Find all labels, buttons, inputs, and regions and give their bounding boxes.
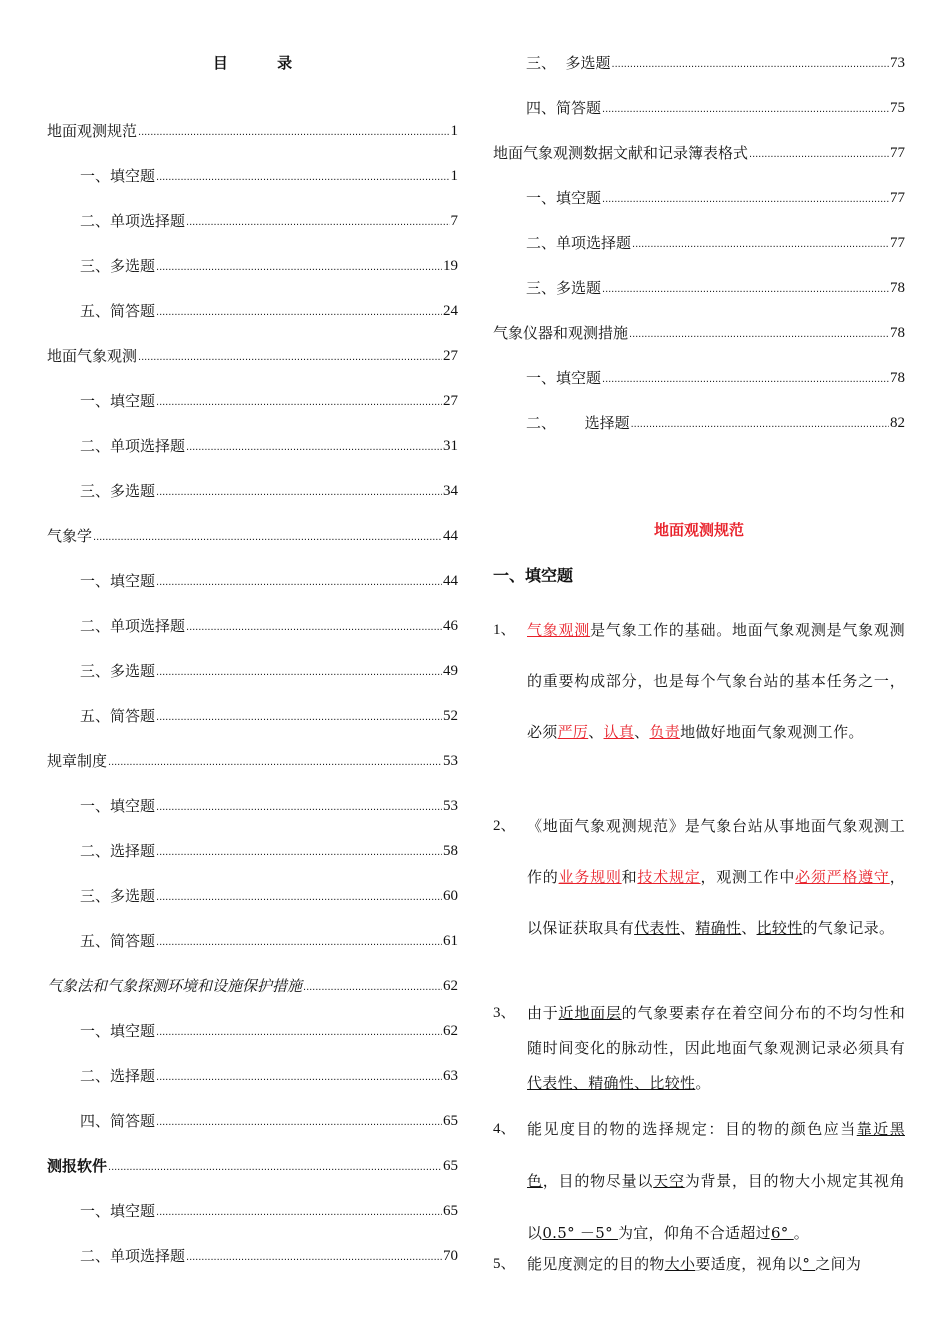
answer-blank: 大小	[664, 1255, 696, 1273]
question-number: 4、	[493, 1121, 516, 1137]
text-span: 为背景，目的物大小规定其视角以	[527, 1172, 906, 1242]
toc-entry[interactable]	[80, 301, 458, 321]
answer-blank: 气象观测	[527, 621, 591, 639]
toc-entry-label: 四、简答题	[526, 99, 602, 117]
text-span: 是气象工作的基础。地面气象观测是气象观测的重要构成部分，也是每个气象台站的基本任务之一，必须	[527, 621, 905, 741]
text-span: 由于	[527, 1004, 559, 1022]
toc-entry-page: 77	[890, 145, 905, 161]
toc-entry[interactable]	[47, 121, 458, 141]
question-number: 1、	[493, 622, 516, 638]
toc-leader-dots	[156, 844, 442, 861]
toc-entry-page: 58	[443, 843, 458, 859]
toc-leader-dots	[156, 1204, 442, 1221]
toc-leader-dots	[156, 709, 442, 726]
toc-entry-label: 三、多选题	[80, 662, 156, 680]
text-span: ，目的物尽量以	[542, 1172, 654, 1190]
toc-leader-dots	[186, 1249, 442, 1266]
text-span: 能见度测定的目的物	[527, 1255, 665, 1273]
toc-entry[interactable]	[47, 346, 458, 366]
text-span: 。	[793, 1224, 809, 1242]
text-span: 。	[695, 1074, 711, 1092]
toc-entry-page: 19	[443, 258, 458, 274]
toc-entry[interactable]	[526, 413, 905, 433]
toc-entry-page: 1	[450, 168, 458, 184]
answer-blank: 精确性	[695, 919, 742, 937]
question-number: 5、	[493, 1256, 516, 1272]
toc-entry-label: 一、填空题	[80, 392, 156, 410]
question-text	[527, 801, 905, 954]
toc-entry-page: 65	[443, 1113, 458, 1129]
toc-leader-dots	[156, 304, 442, 321]
question-text	[527, 996, 905, 1101]
toc-entry[interactable]	[526, 278, 905, 298]
toc-entry-page: 63	[443, 1068, 458, 1084]
toc-entry[interactable]	[80, 931, 458, 951]
toc-entry-label: 二、单项选择题	[526, 234, 632, 252]
toc-entry-page: 27	[443, 348, 458, 364]
toc-entry[interactable]	[526, 368, 905, 388]
toc-entry[interactable]	[80, 661, 458, 681]
toc-entry[interactable]	[526, 98, 905, 118]
toc-entry[interactable]	[80, 1021, 458, 1041]
toc-entry-page: 77	[890, 235, 905, 251]
toc-entry[interactable]	[80, 886, 458, 906]
answer-blank: 天空	[653, 1172, 685, 1190]
toc-entry-page: 24	[443, 303, 458, 319]
text-span: 、	[741, 919, 757, 937]
toc-leader-dots	[303, 979, 442, 996]
text-span: 地做好地面气象观测工作。	[680, 723, 864, 741]
toc-leader-dots	[156, 1024, 442, 1041]
toc-entry-page: 78	[890, 280, 905, 296]
toc-entry-page: 78	[890, 325, 905, 341]
answer-blank: 认真	[603, 723, 635, 741]
toc-leader-dots	[138, 349, 442, 366]
toc-entry[interactable]	[80, 1066, 458, 1086]
text-span: 要适度，视角以	[695, 1255, 803, 1273]
toc-entry[interactable]	[47, 751, 458, 771]
toc-entry-page: 31	[443, 438, 458, 454]
toc-leader-dots	[156, 484, 442, 501]
toc-entry-label: 三、 多选题	[526, 54, 611, 72]
toc-entry-page: 52	[443, 708, 458, 724]
answer-blank: 技术规定	[637, 868, 701, 886]
text-span: 为宜，仰角不合适超过	[617, 1224, 771, 1242]
toc-entry-label: 二、单项选择题	[80, 1247, 186, 1265]
toc-entry-label: 一、填空题	[80, 1202, 156, 1220]
answer-blank: 靠近黑色	[527, 1120, 905, 1190]
toc-entry-page: 53	[443, 753, 458, 769]
answer-blank: 近地面层	[558, 1004, 622, 1022]
toc-leader-dots	[186, 619, 442, 636]
toc-entry-label: 四、简答题	[80, 1112, 156, 1130]
toc-entry-page: 78	[890, 370, 905, 386]
toc-entry-page: 62	[443, 1023, 458, 1039]
question-item	[493, 801, 905, 954]
toc-entry-page: 53	[443, 798, 458, 814]
text-span: 、	[588, 723, 604, 741]
toc-leader-dots	[156, 889, 442, 906]
toc-entry-label: 一、填空题	[80, 797, 156, 815]
toc-entry-label: 规章制度	[47, 752, 108, 770]
toc-leader-dots	[156, 259, 442, 276]
toc-entry-label: 三、多选题	[526, 279, 602, 297]
toc-entry-page: 82	[890, 415, 905, 431]
toc-entry-label: 二、选择题	[80, 1067, 156, 1085]
question-number: 2、	[493, 818, 516, 834]
toc-leader-dots	[156, 1114, 442, 1131]
subsection-title: 一、填空题	[493, 568, 574, 585]
toc-entry-page: 70	[443, 1248, 458, 1264]
toc-leader-dots	[108, 754, 442, 771]
toc-entry-label: 地面观测规范	[47, 122, 138, 140]
toc-entry[interactable]	[526, 53, 905, 73]
toc-entry[interactable]	[47, 1156, 458, 1176]
toc-entry-label: 五、简答题	[80, 302, 156, 320]
toc-entry-label: 地面气象观测数据文献和记录簿表格式	[493, 144, 749, 162]
toc-entry-label: 二、单项选择题	[80, 617, 186, 635]
toc-entry[interactable]	[80, 1111, 458, 1131]
answer-blank: 比较性	[756, 919, 803, 937]
toc-entry[interactable]	[80, 211, 458, 231]
toc-leader-dots	[186, 214, 449, 231]
toc-entry[interactable]	[80, 1201, 458, 1221]
answer-blank: 6°	[770, 1224, 794, 1242]
answer-blank: 业务规则	[558, 868, 622, 886]
toc-entry-label: 气象法和气象探测环境和设施保护措施	[47, 977, 303, 995]
toc-entry-label: 一、填空题	[80, 167, 156, 185]
text-span: 、	[680, 919, 696, 937]
toc-entry[interactable]	[526, 233, 905, 253]
question-text	[527, 1250, 905, 1278]
toc-entry-label: 一、填空题	[80, 572, 156, 590]
toc-entry-label: 三、多选题	[80, 257, 156, 275]
question-item	[493, 605, 905, 758]
toc-entry-page: 62	[443, 978, 458, 994]
text-span: 的气象要素存在着空间分布的不均匀性和随时间变化的脉动性，因此地面气象观测记录必须具有	[527, 1004, 905, 1057]
toc-entry-page: 1	[450, 123, 458, 139]
toc-entry-page: 49	[443, 663, 458, 679]
toc-entry[interactable]	[80, 481, 458, 501]
question-text	[527, 1103, 905, 1259]
toc-leader-dots	[602, 191, 889, 208]
text-span: 《地面气象观测规范》是气象台站从事地面气象观测工作的	[527, 817, 905, 886]
toc-entry[interactable]	[80, 616, 458, 636]
answer-blank: 负责	[649, 723, 681, 741]
toc-leader-dots	[156, 1069, 442, 1086]
text-span: 、	[634, 723, 650, 741]
toc-entry[interactable]	[80, 706, 458, 726]
toc-entry[interactable]	[80, 571, 458, 591]
toc-entry[interactable]	[493, 323, 905, 343]
toc-leader-dots	[156, 664, 442, 681]
toc-entry-page: 44	[443, 528, 458, 544]
toc-entry[interactable]	[80, 391, 458, 411]
toc-entry[interactable]	[80, 436, 458, 456]
toc-leader-dots	[138, 124, 449, 141]
toc-leader-dots	[156, 169, 449, 186]
question-item	[493, 1103, 905, 1259]
toc-leader-dots	[749, 146, 889, 163]
question-number: 3、	[493, 1005, 516, 1021]
toc-leader-dots	[108, 1159, 442, 1176]
toc-entry-label: 五、简答题	[80, 707, 156, 725]
toc-entry[interactable]	[80, 256, 458, 276]
toc-leader-dots	[632, 236, 889, 253]
toc-entry-label: 气象学	[47, 527, 93, 545]
toc-entry-page: 7	[450, 213, 458, 229]
toc-leader-dots	[93, 529, 442, 546]
answer-blank: 代表性、精确性、比较性	[527, 1074, 696, 1092]
toc-entry-label: 三、多选题	[80, 887, 156, 905]
toc-leader-dots	[612, 56, 889, 73]
question-text	[527, 605, 905, 758]
toc-entry[interactable]	[526, 188, 905, 208]
toc-entry-label: 三、多选题	[80, 482, 156, 500]
toc-entry-page: 46	[443, 618, 458, 634]
toc-entry-label: 五、简答题	[80, 932, 156, 950]
toc-entry-label: 一、填空题	[526, 189, 602, 207]
question-item	[493, 1250, 905, 1278]
question-item	[493, 996, 905, 1101]
text-span: ，观测工作中	[700, 868, 796, 886]
toc-leader-dots	[156, 394, 442, 411]
toc-entry-page: 65	[443, 1158, 458, 1174]
toc-leader-dots	[156, 799, 442, 816]
toc-leader-dots	[602, 371, 889, 388]
toc-entry-label: 测报软件	[47, 1157, 108, 1175]
toc-entry[interactable]	[80, 1246, 458, 1266]
text-span: 和	[621, 868, 638, 886]
toc-entry-page: 61	[443, 933, 458, 949]
text-span: 能见度目的物的选择规定：目的物的颜色应当	[527, 1120, 857, 1138]
toc-leader-dots	[629, 326, 889, 343]
toc-entry[interactable]	[47, 526, 458, 546]
toc-entry-label: 气象仪器和观测措施	[493, 324, 629, 342]
toc-entry-page: 27	[443, 393, 458, 409]
toc-entry[interactable]	[80, 166, 458, 186]
text-span: 的气象记录。	[802, 919, 895, 937]
toc-entry-page: 60	[443, 888, 458, 904]
answer-blank: 0.5° －5°	[542, 1224, 618, 1242]
toc-entry-page: 75	[890, 100, 905, 116]
toc-entry[interactable]	[80, 796, 458, 816]
toc-entry-page: 34	[443, 483, 458, 499]
toc-leader-dots	[602, 281, 889, 298]
section-title: 地面观测规范	[653, 522, 744, 539]
toc-leader-dots	[156, 934, 442, 951]
answer-blank: °	[802, 1255, 816, 1273]
toc-entry-label: 二、 选择题	[526, 414, 630, 432]
toc-entry-label: 二、单项选择题	[80, 212, 186, 230]
toc-entry-label: 二、单项选择题	[80, 437, 186, 455]
answer-blank: 必须严格遵守	[795, 868, 890, 886]
text-span: 之间为	[815, 1255, 862, 1273]
toc-entry-label: 二、选择题	[80, 842, 156, 860]
toc-entry-page: 65	[443, 1203, 458, 1219]
text-span: ，以保证获取具有	[527, 868, 906, 937]
toc-leader-dots	[602, 101, 889, 118]
toc-entry-label: 一、填空题	[526, 369, 602, 387]
toc-entry-page: 44	[443, 573, 458, 589]
toc-entry-label: 地面气象观测	[47, 347, 138, 365]
toc-entry-page: 77	[890, 190, 905, 206]
toc-entry[interactable]	[493, 143, 905, 163]
toc-entry[interactable]	[80, 841, 458, 861]
toc-leader-dots	[631, 416, 889, 433]
answer-blank: 代表性	[634, 919, 681, 937]
toc-title: 目 录	[212, 54, 315, 72]
toc-leader-dots	[186, 439, 442, 456]
toc-entry[interactable]	[47, 976, 458, 996]
toc-leader-dots	[156, 574, 442, 591]
toc-entry-label: 一、填空题	[80, 1022, 156, 1040]
toc-entry-page: 73	[890, 55, 905, 71]
answer-blank: 严厉	[557, 723, 589, 741]
